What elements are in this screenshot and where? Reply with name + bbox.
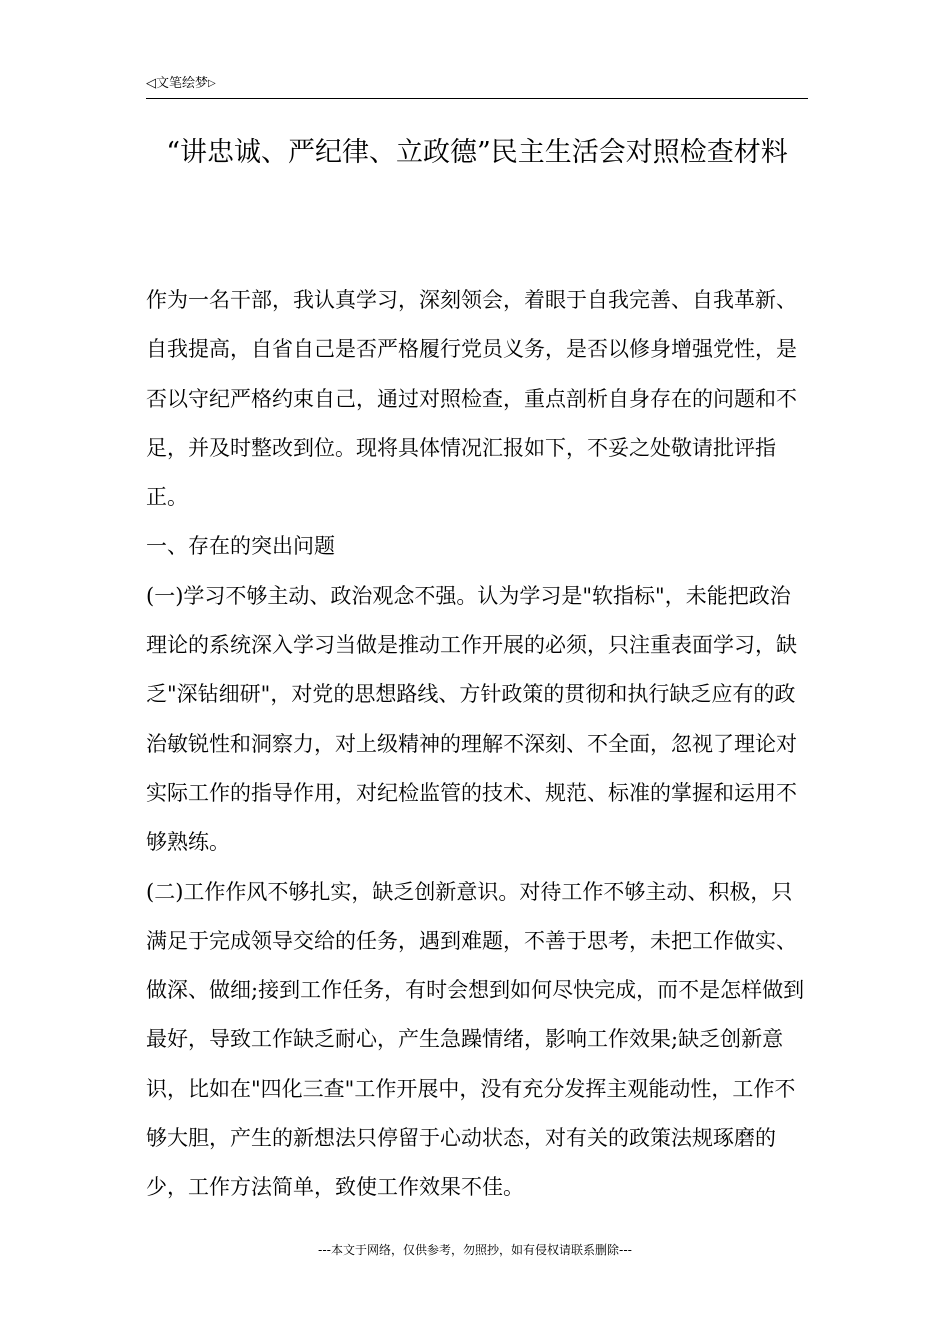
section-heading: 一、存在的突出问题 [146, 534, 335, 559]
document-body [146, 276, 808, 1213]
header-right-mark: ▷ [208, 78, 216, 89]
intro-paragraph: 作为一名干部，我认真学习，深刻领会，着眼于自我完善、自我革新、自我提高，自省自己是否严格履行党员义务，是否以修身增强党性，是否以守纪严格约束自己，通过对照检查，重点剖析自身存在的问题和不足，并及时整改到位。现将具体情况汇报如下，不妥之处敬请批评指正。 [146, 288, 797, 510]
document-title: “讲忠诚、严纪律、立政德”民主生活会对照检查材料 [166, 137, 788, 168]
issue-paragraph-1: (一)学习不够主动、政治观念不强。认为学习是"软指标"，未能把政治理论的系统深入学习当做是推动工作开展的必须，只注重表面学习，缺乏"深钻细研"，对党的思想路线、方针政策的贯彻和执行缺乏应有的政治敏锐性和洞察力，对上级精神的理解不深刻、不全面，忽视了理论对实际工作的指导作用，对纪检监管的技术、规范、标准的掌握和运用不够熟练。 [146, 583, 797, 855]
issue-paragraph-2: (二)工作作风不够扎实，缺乏创新意识。对待工作不够主动、积极，只满足于完成领导交给的任务，遇到难题，不善于思考，未把工作做实、做深、做细;接到工作任务，有时会想到如何尽快完成，而不是怎样做到最好，导致工作缺乏耐心，产生急躁情绪，影响工作效果;缺乏创新意识，比如在"四化三查"工作开展中，没有充分发挥主观能动性，工作不够大胆，产生的新想法只停留于心动状态，对有关的政策法规琢磨的少，工作方法简单，致使工作效果不佳。 [146, 879, 805, 1200]
header-left-mark: ◁ [146, 76, 156, 91]
page-header [146, 72, 808, 99]
header-text: 文笔绘梦 [156, 76, 209, 91]
page-footer: ---本文于网络，仅供参考，勿照抄，如有侵权请联系删除--- [318, 1243, 632, 1257]
